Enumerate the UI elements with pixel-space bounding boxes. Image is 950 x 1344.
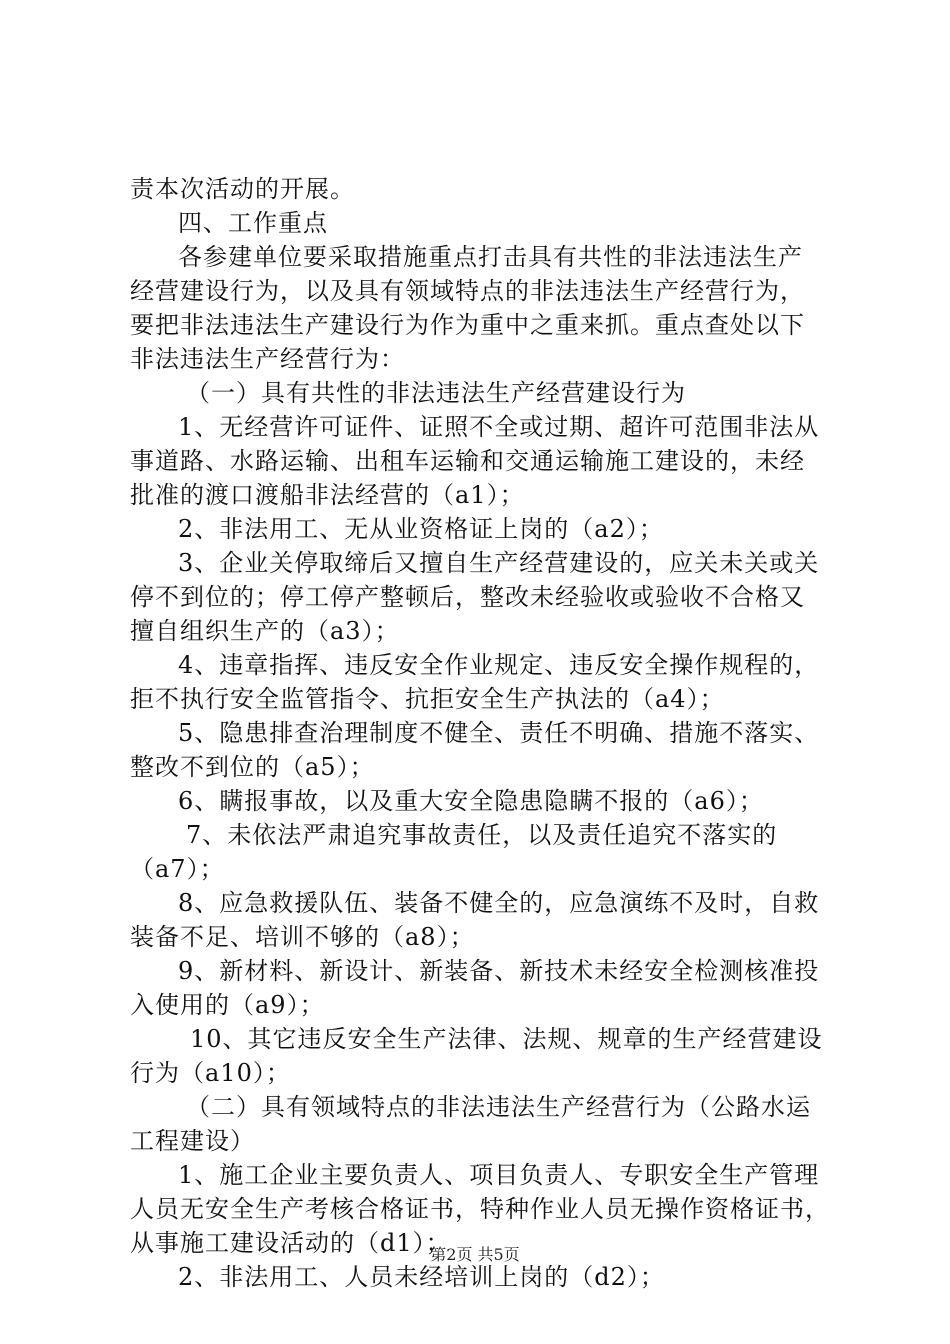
text-line: 5、隐患排查治理制度不健全、责任不明确、措施不落实、 [178,719,820,747]
text-line: 工程建设） [130,1127,255,1155]
text-line: 停不到位的；停工停产整顿后，整改未经验收或验收不合格又 [130,583,805,611]
text-line: （二）具有领域特点的非法违法生产经营行为（公路水运 [186,1093,811,1121]
page-footer: 第2页 共5页 [430,1245,520,1264]
text-line: 1、施工企业主要负责人、项目负责人、专职安全生产管理 [178,1161,820,1189]
text-line: 8、应急救援队伍、装备不健全的，应急演练不及时，自救 [178,889,820,917]
text-line: （一）具有共性的非法违法生产经营建设行为 [186,379,686,407]
text-line: 7、未依法严肃追究事故责任，以及责任追究不落实的 [186,821,778,849]
text-line: 1、无经营许可证件、证照不全或过期、超许可范围非法从 [178,413,820,441]
text-line: 各参建单位要采取措施重点打击具有共性的非法违法生产 [178,243,803,271]
text-line: 经营建设行为，以及具有领域特点的非法违法生产经营行为， [130,277,805,305]
text-line: 责本次活动的开展。 [130,175,355,203]
text-line: 整改不到位的（a5）； [130,753,375,781]
text-line: 人员无安全生产考核合格证书，特种作业人员无操作资格证书， [130,1195,830,1223]
text-line: 装备不足、培训不够的（a8）； [130,923,475,951]
text-line: 入使用的（a9）； [130,991,325,1019]
text-line: 2、非法用工、无从业资格证上岗的（a2）； [178,515,664,543]
text-line: 四、工作重点 [178,209,328,237]
text-line: 批准的渡口渡船非法经营的（a1）； [130,481,525,509]
document-body [130,172,842,1294]
text-line: 从事施工建设活动的（d1）； [130,1229,451,1257]
text-line: 要把非法违法生产建设行为作为重中之重来抓。重点查处以下 [130,311,805,339]
text-line: 行为（a10）； [130,1059,291,1087]
text-line: 4、违章指挥、违反安全作业规定、违反安全操作规程的， [178,651,820,679]
text-line: 非法违法生产经营行为： [130,345,405,373]
text-line: （a7）； [130,855,225,883]
text-line: 2、非法用工、人员未经培训上岗的（d2）； [178,1263,665,1291]
text-line: 10、其它违反安全生产法律、法规、规章的生产经营建设 [190,1025,823,1053]
text-line: 拒不执行安全监管指令、抗拒安全生产执法的（a4）； [130,685,725,713]
text-line: 6、瞒报事故，以及重大安全隐患隐瞒不报的（a6）； [178,787,764,815]
text-line: 事道路、水路运输、出租车运输和交通运输施工建设的，未经 [130,447,805,475]
text-line: 9、新材料、新设计、新装备、新技术未经安全检测核准投 [178,957,820,985]
text-line: 擅自组织生产的（a3）； [130,617,400,645]
text-line: 3、企业关停取缔后又擅自生产经营建设的，应关未关或关 [178,549,820,577]
